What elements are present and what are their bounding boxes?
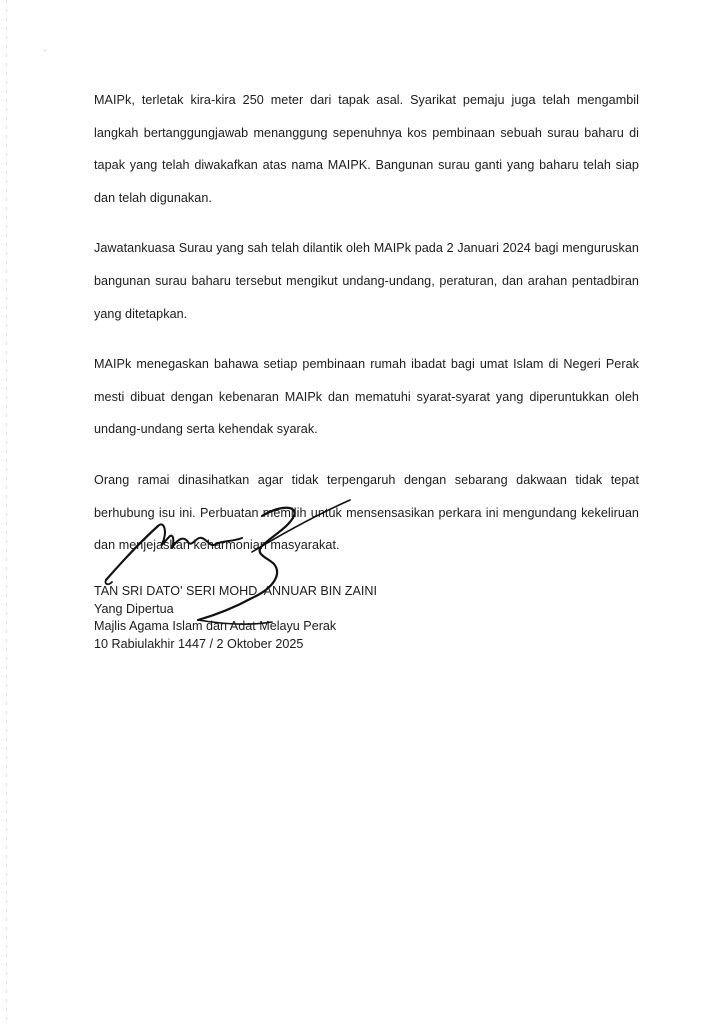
signatory-date: 10 Rabiulakhir 1447 / 2 Oktober 2025 (94, 636, 304, 651)
paragraph-surau-location: MAIPk, terletak kira-kira 250 meter dari tapak asal. Syarikat pemaju juga telah mengambil langkah bertanggungjawab menanggung sepenuhnya kos pembinaan sebuah surau baharu di tapak yang telah diwakafkan atas nama MAIPK. Bangunan surau ganti yang baharu telah siap dan telah digunakan. (94, 93, 639, 205)
signatory-title: Yang Dipertua (94, 601, 174, 616)
signatory-name: TAN SRI DATO' SERI MOHD. ANNUAR BIN ZAINI (94, 584, 377, 598)
paragraph-maipk-requirements: MAIPk menegaskan bahawa setiap pembinaan rumah ibadat bagi umat Islam di Negeri Perak mesti dibuat dengan kebenaran MAIPk dan mematuhi syarat-syarat yang diperuntukkan oleh undang-undang serta kehendak syarak. (94, 357, 639, 437)
scan-speck (44, 50, 46, 51)
paragraph-public-advice: Orang ramai dinasihatkan agar tidak terpengaruh dengan sebarang dakwaan tidak tepat berhubung isu ini. Perbuatan memilih untuk mensensasikan perkara ini mengundang kekeliruan dan menjejaskan keharmonian masyarakat. (94, 472, 639, 553)
scan-edge-mark (6, 0, 7, 1024)
signatory-organization: Majlis Agama Islam dan Adat Melayu Perak (94, 619, 337, 634)
paragraph-committee: Jawatankuasa Surau yang sah telah dilantik oleh MAIPk pada 2 Januari 2024 bagi menguruskan bangunan surau baharu tersebut mengikut undang-undang, peraturan, dan arahan pentadbiran yang ditetapkan. (94, 241, 639, 321)
signature-block (94, 583, 377, 653)
